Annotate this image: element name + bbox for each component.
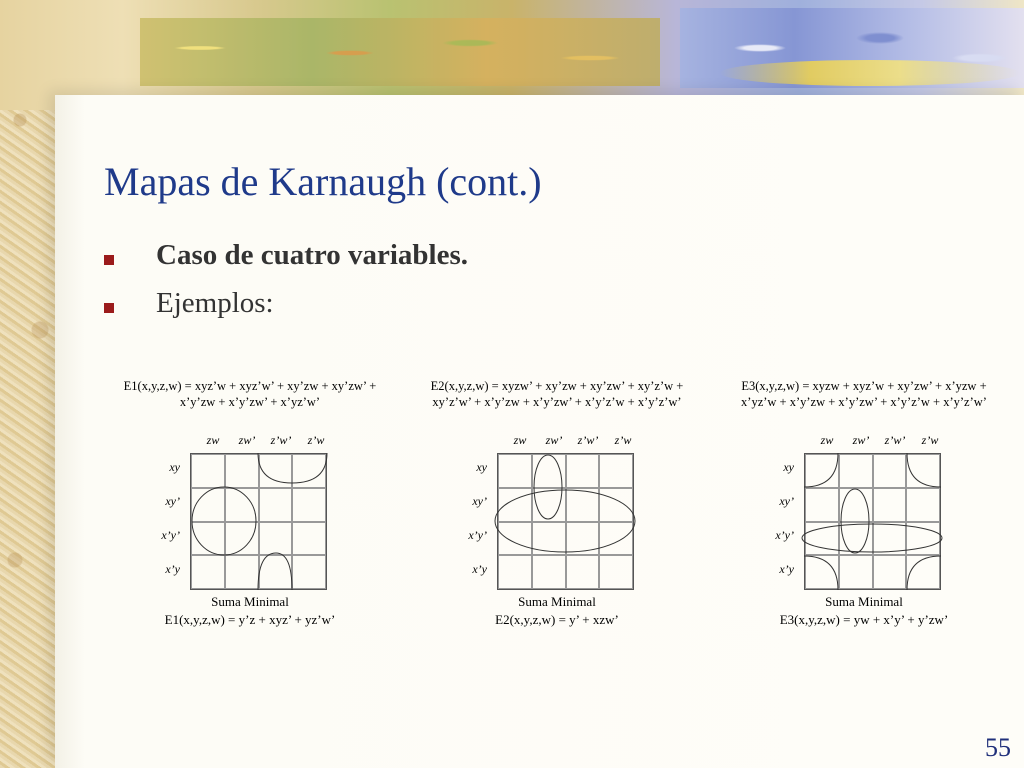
kmap-caption bbox=[100, 593, 400, 629]
bullet-square-icon bbox=[104, 303, 114, 313]
col-header: z’w’ bbox=[577, 433, 599, 447]
kmap-caption bbox=[407, 593, 707, 629]
col-header: zw bbox=[820, 433, 834, 447]
kmap-1 bbox=[100, 378, 400, 638]
slide-title: Mapas de Karnaugh (cont.) bbox=[104, 159, 542, 204]
col-header: z’w bbox=[921, 433, 939, 447]
kmap-groupings bbox=[804, 453, 941, 590]
col-header: z’w’ bbox=[270, 433, 292, 447]
caption-label: Suma Minimal bbox=[518, 594, 596, 609]
row-header: xy’ bbox=[165, 494, 180, 508]
row-header: x’y’ bbox=[161, 528, 180, 542]
row-header: x’y bbox=[779, 562, 794, 576]
leaf-decoration bbox=[140, 18, 660, 86]
row-header: xy’ bbox=[779, 494, 794, 508]
page-number: 55 bbox=[985, 733, 1011, 762]
row-header: x’y’ bbox=[468, 528, 487, 542]
equation-line: E1(x,y,z,w) = xyz’w + xyz’w’ + xy’zw + xy’zw’ + bbox=[123, 379, 377, 393]
equation-line: E2(x,y,z,w) = xyzw’ + xy’zw + xy’zw’ + xy’z’w + bbox=[430, 379, 684, 393]
kmap-3 bbox=[714, 378, 1014, 638]
kmap-groupings bbox=[497, 453, 634, 590]
yellow-leaf-decoration bbox=[720, 60, 1020, 86]
equation-line: x’yz’w + x’y’zw + x’y’zw’ + x’y’z’w + x’y’z’w’ bbox=[741, 395, 987, 409]
kmap-caption bbox=[714, 593, 1014, 629]
kmap-2 bbox=[407, 378, 707, 638]
row-header: x’y bbox=[165, 562, 180, 576]
kmap-equation bbox=[100, 378, 400, 410]
equation-line: x’y’zw + x’y’zw’ + x’yz’w’ bbox=[179, 395, 321, 409]
col-header: zw’ bbox=[238, 433, 256, 447]
row-header: xy’ bbox=[472, 494, 487, 508]
row-header: x’y bbox=[472, 562, 487, 576]
caption-label: Suma Minimal bbox=[825, 594, 903, 609]
row-header: xy bbox=[476, 460, 487, 474]
caption-result: E1(x,y,z,w) = y’z + xyz’ + yz’w’ bbox=[164, 612, 336, 627]
col-header: z’w bbox=[307, 433, 325, 447]
col-header: z’w’ bbox=[884, 433, 906, 447]
col-header: zw bbox=[513, 433, 527, 447]
caption-label: Suma Minimal bbox=[211, 594, 289, 609]
col-header: zw bbox=[206, 433, 220, 447]
col-header: zw’ bbox=[545, 433, 563, 447]
row-header: x’y’ bbox=[775, 528, 794, 542]
kmap-equation bbox=[407, 378, 707, 410]
row-header: xy bbox=[169, 460, 180, 474]
kmap-groupings bbox=[190, 453, 327, 590]
bullet-text-1: Caso de cuatro variables. bbox=[156, 239, 469, 271]
caption-result: E2(x,y,z,w) = y’ + xzw’ bbox=[495, 612, 619, 627]
row-header: xy bbox=[783, 460, 794, 474]
equation-line: E3(x,y,z,w) = xyzw + xyz’w + xy’zw’ + x’yzw + bbox=[741, 379, 987, 393]
parchment-border bbox=[0, 0, 60, 768]
bullet-text-2: Ejemplos: bbox=[156, 287, 274, 319]
bullet-square-icon bbox=[104, 255, 114, 265]
caption-result: E3(x,y,z,w) = yw + x’y’ + y’zw’ bbox=[779, 612, 949, 627]
equation-line: xy’z’w’ + x’y’zw + x’y’zw’ + x’y’z’w + x’y’z’w’ bbox=[432, 395, 682, 409]
col-header: z’w bbox=[614, 433, 632, 447]
col-header: zw’ bbox=[852, 433, 870, 447]
kmap-equation bbox=[714, 378, 1014, 410]
